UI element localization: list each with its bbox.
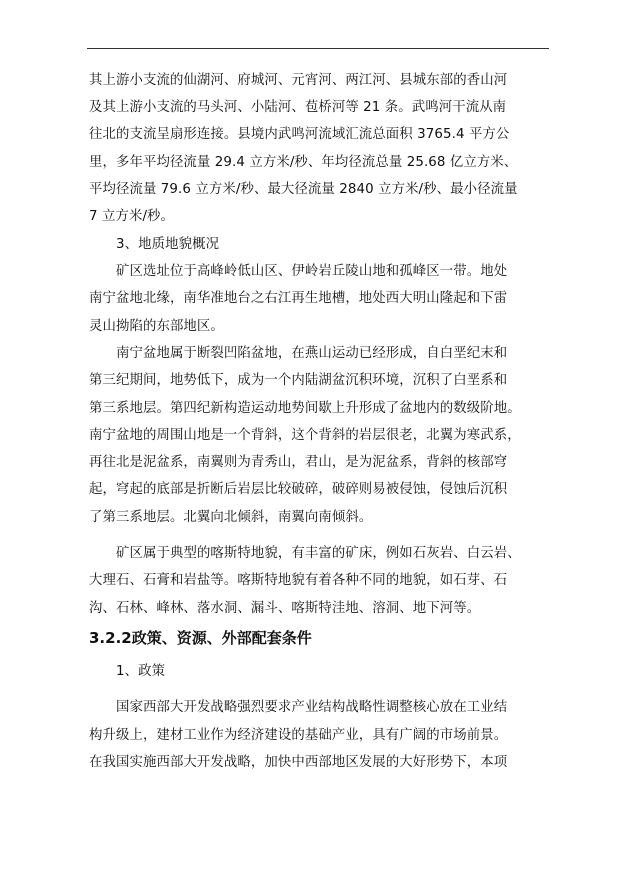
subsection-title: 3、地质地貌概况 bbox=[116, 237, 220, 252]
paragraph-line: 其上游小支流的仙湖河、府城河、元宵河、两江河、县城东部的香山河 bbox=[89, 73, 508, 88]
paragraph-line: 南宁盆地属于断裂凹陷盆地，在燕山运动已经形成，自白垩纪末和 bbox=[116, 346, 508, 361]
subsection-title: 1、政策 bbox=[116, 664, 166, 679]
paragraph-line: 及其上游小支流的马头河、小陆河、苞桥河等 21 条。武鸣河干流从南 bbox=[89, 100, 507, 115]
paragraph-line: 在我国实施西部大开发战略，加快中西部地区发展的大好形势下，本项 bbox=[89, 755, 508, 770]
paragraph-line: 往北的支流呈扇形连接。县境内武鸣河流域汇流总面积 3765.4 平方公 bbox=[89, 127, 510, 142]
paragraph-line: 第三系地层。第四纪新构造运动地势间歇上升形成了盆地内的数级阶地。 bbox=[89, 401, 521, 416]
paragraph-line: 里，多年平均径流量 29.4 立方米/秒、年均径流总量 25.68 亿立方米、 bbox=[89, 155, 518, 170]
paragraph-line: 南宁盆地的周围山地是一个背斜，这个背斜的岩层很老，北翼为寒武系， bbox=[89, 428, 521, 443]
paragraph-line: 南宁盆地北缘，南华准地台之右江再生地槽，地处西大明山隆起和下雷 bbox=[89, 291, 508, 306]
paragraph-line: 第三纪期间，地势低下，成为一个内陆湖盆沉积环境，沉积了白垩系和 bbox=[89, 373, 508, 388]
paragraph-line: 平均径流量 79.6 立方米/秒、最大径流量 2840 立方米/秒、最小径流量 bbox=[89, 182, 518, 197]
paragraph-line: 矿区属于典型的喀斯特地貌，有丰富的矿床，例如石灰岩、白云岩、 bbox=[116, 546, 521, 561]
paragraph-line: 7 立方米/秒。 bbox=[89, 209, 175, 224]
section-heading: 3.2.2政策、资源、外部配套条件 bbox=[89, 629, 312, 647]
header-rule bbox=[87, 48, 549, 49]
paragraph-line: 再往北是泥盆系，南翼则为青秀山，君山，是为泥盆系，背斜的核部穹 bbox=[89, 455, 508, 470]
paragraph-line: 大理石、石膏和岩盐等。喀斯特地貌有着各种不同的地貌，如石芽、石 bbox=[89, 573, 508, 588]
paragraph-line: 灵山拗陷的东部地区。 bbox=[89, 319, 224, 334]
paragraph-line: 沟、石林、峰林、落水洞、漏斗、喀斯特洼地、溶洞、地下河等。 bbox=[89, 601, 481, 616]
paragraph-line: 起，穹起的底部是折断后岩层比较破碎，破碎则易被侵蚀，侵蚀后沉积 bbox=[89, 482, 508, 497]
paragraph-line: 构升级上，建材工业作为经济建设的基础产业，具有广阔的市场前景。 bbox=[89, 728, 508, 743]
paragraph-line: 矿区选址位于高峰岭低山区、伊岭岩丘陵山地和孤峰区一带。地处 bbox=[116, 264, 508, 279]
paragraph-line: 国家西部大开发战略强烈要求产业结构战略性调整核心放在工业结 bbox=[116, 700, 508, 715]
paragraph-line: 了第三系地层。北翼向北倾斜，南翼向南倾斜。 bbox=[89, 510, 373, 525]
